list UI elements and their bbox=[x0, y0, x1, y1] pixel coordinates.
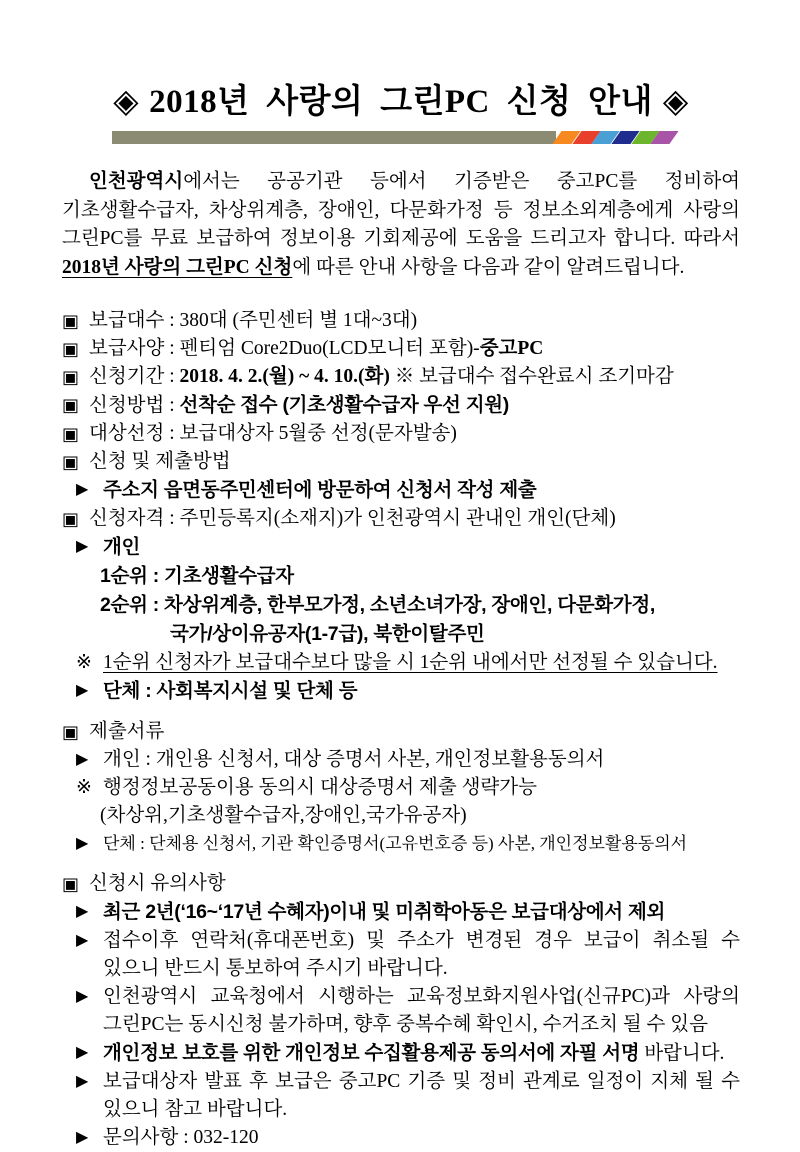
text-segment: 선착순 접수 (기초생활수급자 우선 지원) bbox=[179, 394, 509, 416]
square-bullet-icon: ▣ bbox=[62, 395, 80, 415]
triangle-bullet-icon: ▶ bbox=[76, 1044, 89, 1061]
text-segment: 최근 2년(‘16~‘17년 수혜자)이내 및 미취학아동은 보급대상에서 제외 bbox=[103, 901, 666, 923]
line-text bbox=[103, 774, 740, 802]
line-text bbox=[100, 562, 740, 591]
square-bullet-icon: ▣ bbox=[62, 339, 80, 359]
text-segment: 신청자격 : 주민등록지(소재지)가 인천광역시 관내인 개인(단체) bbox=[89, 508, 616, 529]
triangle-bullet-icon: ▶ bbox=[76, 1073, 89, 1090]
doc-line bbox=[62, 562, 740, 591]
line-text bbox=[103, 1068, 740, 1124]
text-segment: 접수이후 연락처(휴대폰번호) 및 주소가 변경된 경우 보급이 취소될 수 있으니 반드시 통보하여 주시기 바랍니다. bbox=[103, 930, 740, 979]
page-title bbox=[62, 82, 740, 122]
doc-line bbox=[62, 677, 740, 706]
triangle-bullet-icon: ▶ bbox=[76, 1129, 89, 1146]
doc-line bbox=[62, 363, 740, 391]
text-segment: 2018. 4. 2.(월) ~ 4. 10.(화) bbox=[179, 366, 390, 387]
line-text bbox=[89, 420, 740, 448]
doc-line bbox=[62, 420, 740, 448]
doc-line bbox=[62, 802, 740, 830]
doc-line bbox=[62, 649, 740, 677]
document-body bbox=[62, 307, 740, 1152]
text-segment: 개인정보 보호를 위한 개인정보 수집활용제공 동의서에 자필 서명 bbox=[103, 1042, 640, 1064]
doc-line bbox=[62, 448, 740, 476]
text-segment: 1순위 신청자가 보급대수보다 많을 시 1순위 내에서만 선정될 수 있습니다. bbox=[103, 652, 718, 673]
text-segment: 신청 및 제출방법 bbox=[89, 451, 231, 472]
triangle-bullet-icon: ▶ bbox=[76, 751, 89, 768]
text-segment: 행정정보공동이용 동의시 대상증명서 제출 생략가능 bbox=[103, 777, 537, 798]
doc-line bbox=[62, 620, 740, 649]
line-text bbox=[103, 1124, 740, 1152]
text-segment: 2순위 : 차상위계층, 한부모가정, 소년소녀가장, 장애인, 다문화가정, bbox=[100, 594, 655, 616]
text-segment: 신청기간 : bbox=[89, 366, 180, 387]
text-segment: 국가/상이유공자(1-7급), 북한이탈주민 bbox=[170, 623, 485, 645]
title-divider bbox=[112, 131, 674, 144]
reference-mark-icon: ※ bbox=[76, 777, 92, 798]
doc-line bbox=[62, 830, 740, 858]
divider-bar bbox=[112, 131, 556, 144]
text-segment: 문의사항 : 032-120 bbox=[103, 1127, 259, 1148]
doc-line bbox=[62, 533, 740, 562]
line-text bbox=[89, 718, 740, 746]
doc-line bbox=[62, 983, 740, 1039]
square-bullet-icon: ▣ bbox=[62, 311, 80, 331]
line-text bbox=[89, 363, 740, 391]
line-text bbox=[103, 476, 740, 505]
diamond-ornament-left-icon: ◈ bbox=[113, 84, 140, 120]
line-text bbox=[89, 505, 740, 533]
doc-line bbox=[62, 718, 740, 746]
text-segment: 인천광역시 교육청에서 시행하는 교육정보화지원사업(신규PC)과 사랑의 그린PC는 동시신청 불가하며, 향후 중복수혜 확인시, 수거조치 될 수 있음 bbox=[103, 986, 740, 1035]
line-text bbox=[89, 870, 740, 898]
doc-line bbox=[62, 1068, 740, 1124]
line-text bbox=[103, 927, 740, 983]
text-segment: 중고PC bbox=[479, 338, 544, 359]
line-text bbox=[89, 448, 740, 476]
text-segment: 개인 bbox=[103, 536, 141, 558]
intro-paragraph bbox=[62, 168, 740, 282]
line-text bbox=[103, 1039, 740, 1068]
square-bullet-icon: ▣ bbox=[62, 452, 80, 472]
intro-segment: 에 따른 안내 사항을 다음과 같이 알려드립니다. bbox=[292, 256, 685, 278]
square-bullet-icon: ▣ bbox=[62, 367, 80, 387]
line-text bbox=[103, 677, 740, 706]
text-segment: 주소지 읍면동주민센터에 방문하여 신청서 작성 제출 bbox=[103, 479, 537, 501]
line-text bbox=[103, 533, 740, 562]
line-text bbox=[89, 391, 740, 420]
triangle-bullet-icon: ▶ bbox=[76, 903, 89, 920]
text-segment: ※ 보급대수 접수완료시 조기마감 bbox=[389, 366, 674, 387]
doc-line bbox=[62, 1124, 740, 1152]
triangle-bullet-icon: ▶ bbox=[76, 988, 89, 1005]
intro-segment: 에서는 공공기관 등에서 기증받은 중고PC를 정비하여 기초생활수급자, 차상위계층, 장애인, 다문화가정 등 정보소외계층에게 사랑의 그린PC를 무료 보급하여 정보이용 기회제공에 도움을 드리고자 합니다. 따라서 bbox=[62, 171, 740, 249]
triangle-bullet-icon: ▶ bbox=[76, 538, 89, 555]
text-segment: 대상선정 : 보급대상자 5월중 선정(문자발송) bbox=[89, 423, 457, 444]
doc-line bbox=[62, 1039, 740, 1068]
text-segment: 바랍니다. bbox=[639, 1043, 725, 1064]
text-segment: 보급사양 : 펜티엄 Core2Duo(LCD모니터 포함)- bbox=[89, 338, 480, 359]
doc-line bbox=[62, 927, 740, 983]
line-text bbox=[103, 983, 740, 1039]
doc-line bbox=[62, 505, 740, 533]
doc-line bbox=[62, 335, 740, 363]
doc-line bbox=[62, 391, 740, 420]
line-text bbox=[170, 620, 740, 649]
line-text bbox=[100, 802, 740, 830]
text-segment: 보급대상자 발표 후 보급은 중고PC 기증 및 정비 관계로 일정이 지체 될 수 있으니 참고 바랍니다. bbox=[103, 1071, 740, 1120]
page-title-text: 2018년 사랑의 그린PC 신청 안내 bbox=[149, 84, 653, 120]
square-bullet-icon: ▣ bbox=[62, 874, 80, 894]
line-text bbox=[103, 830, 740, 858]
text-segment: 1순위 : 기초생활수급자 bbox=[100, 565, 294, 587]
doc-line bbox=[62, 774, 740, 802]
line-text bbox=[103, 746, 740, 774]
text-segment: 보급대수 : 380대 (주민센터 별 1대~3대) bbox=[89, 310, 418, 331]
doc-line bbox=[62, 476, 740, 505]
text-segment: 단체 : 사회복지시설 및 단체 등 bbox=[103, 680, 358, 702]
line-text bbox=[103, 649, 740, 677]
doc-line bbox=[62, 591, 740, 620]
line-text bbox=[89, 335, 740, 363]
diamond-ornament-right-icon: ◈ bbox=[662, 84, 689, 120]
triangle-bullet-icon: ▶ bbox=[76, 481, 89, 498]
line-text bbox=[89, 307, 740, 335]
square-bullet-icon: ▣ bbox=[62, 722, 80, 742]
text-segment: 신청시 유의사항 bbox=[89, 873, 226, 894]
triangle-bullet-icon: ▶ bbox=[76, 682, 89, 699]
line-text bbox=[103, 898, 740, 927]
text-segment: 단체 : 단체용 신청서, 기관 확인증명서(고유번호증 등) 사본, 개인정보활용동의서 bbox=[103, 834, 688, 853]
triangle-bullet-icon: ▶ bbox=[76, 835, 89, 852]
intro-segment: 2018년 사랑의 그린PC 신청 bbox=[62, 256, 293, 278]
text-segment: 개인 : 개인용 신청서, 대상 증명서 사본, 개인정보활용동의서 bbox=[103, 749, 605, 770]
doc-line bbox=[62, 898, 740, 927]
text-segment: 신청방법 : bbox=[89, 395, 180, 416]
line-text bbox=[100, 591, 740, 620]
doc-line bbox=[62, 307, 740, 335]
text-segment: 제출서류 bbox=[89, 721, 165, 742]
text-segment: (차상위,기초생활수급자,장애인,국가유공자) bbox=[100, 805, 467, 826]
square-bullet-icon: ▣ bbox=[62, 424, 80, 444]
doc-line bbox=[62, 870, 740, 898]
intro-segment: 인천광역시 bbox=[89, 171, 184, 192]
reference-mark-icon: ※ bbox=[76, 652, 92, 673]
doc-line bbox=[62, 746, 740, 774]
triangle-bullet-icon: ▶ bbox=[76, 932, 89, 949]
divider-color-ribbon bbox=[556, 131, 674, 144]
square-bullet-icon: ▣ bbox=[62, 509, 80, 529]
